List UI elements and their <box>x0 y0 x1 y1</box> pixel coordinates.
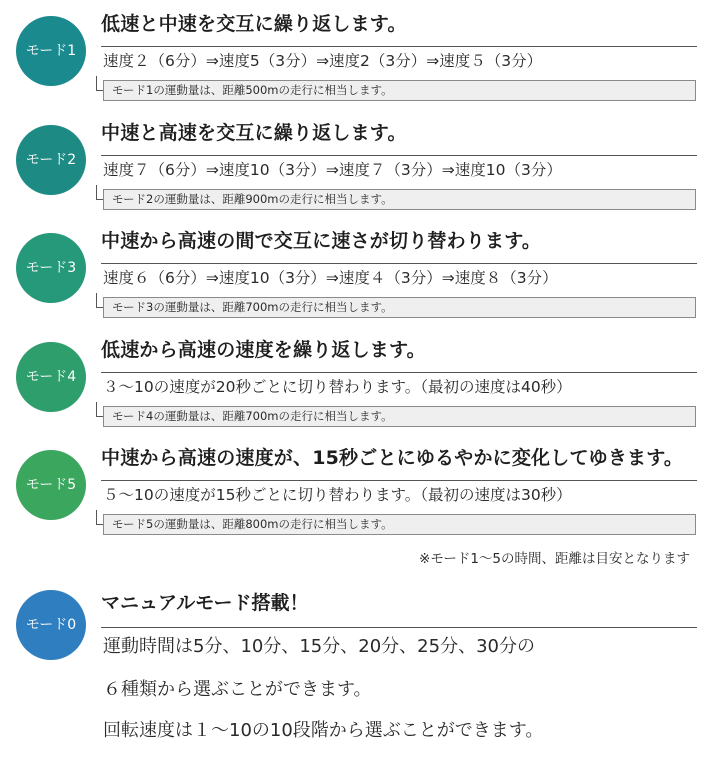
manual-mode-title: マニュアルモード搭載！ <box>101 592 309 614</box>
mode-4-title: 低速から高速の速度を繰り返します。 <box>101 339 426 361</box>
manual-mode-line-1: 運動時間は5分、10分、15分、20分、25分、30分の <box>103 636 535 657</box>
mode-1-badge: モード1 <box>16 16 86 86</box>
mode-3-speed-sequence: 速度６（6分）⇒速度10（3分）⇒速度４（3分）⇒速度８（3分） <box>103 269 558 287</box>
mode-2-divider <box>101 155 697 156</box>
mode-3-title: 中速から高速の間で交互に速さが切り替わります。 <box>101 230 542 252</box>
mode-5-speed-description: ５～10の速度が15秒ごとに切り替わります。（最初の速度は30秒） <box>103 486 572 504</box>
mode-3-divider <box>101 263 697 264</box>
manual-mode-divider <box>101 627 697 628</box>
mode-1-title: 低速と中速を交互に繰り返します。 <box>101 13 407 35</box>
mode-2-note: モード2の運動量は、距離900mの走行に相当します。 <box>103 189 696 210</box>
mode-2-section <box>0 109 720 215</box>
mode-5-divider <box>101 480 697 481</box>
mode-2-badge: モード2 <box>16 125 86 195</box>
manual-mode-line-2: ６種類から選ぶことができます。 <box>103 679 372 700</box>
mode-4-speed-description: ３～10の速度が20秒ごとに切り替わります。（最初の速度は40秒） <box>103 378 572 396</box>
mode-4-note: モード4の運動量は、距離700mの走行に相当します。 <box>103 406 696 427</box>
mode-4-badge: モード4 <box>16 342 86 412</box>
mode-1-divider <box>101 46 697 47</box>
mode-5-badge: モード5 <box>16 450 86 520</box>
mode-0-badge: モード0 <box>16 590 86 660</box>
mode-1-speed-sequence: 速度２（6分）⇒速度5（3分）⇒速度2（3分）⇒速度５（3分） <box>103 52 543 70</box>
mode-4-section <box>0 326 720 432</box>
mode-3-note: モード3の運動量は、距離700mの走行に相当します。 <box>103 297 696 318</box>
mode-1-note: モード1の運動量は、距離500mの走行に相当します。 <box>103 80 696 101</box>
disclaimer-footnote: ※モード1～5の時間、距離は目安となります <box>419 551 690 567</box>
mode-3-section <box>0 217 720 323</box>
mode-4-divider <box>101 372 697 373</box>
mode-2-title: 中速と高速を交互に繰り返します。 <box>101 122 407 144</box>
mode-5-note: モード5の運動量は、距離800mの走行に相当します。 <box>103 514 696 535</box>
mode-3-badge: モード3 <box>16 233 86 303</box>
manual-mode-line-3: 回転速度は１～10の10段階から選ぶことができます。 <box>103 720 544 741</box>
mode-5-section <box>0 434 720 540</box>
mode-1-section <box>0 0 720 106</box>
mode-2-speed-sequence: 速度７（6分）⇒速度10（3分）⇒速度７（3分）⇒速度10（3分） <box>103 161 562 179</box>
mode-5-title: 中速から高速の速度が、15秒ごとにゆるやかに変化してゆきます。 <box>101 447 684 469</box>
